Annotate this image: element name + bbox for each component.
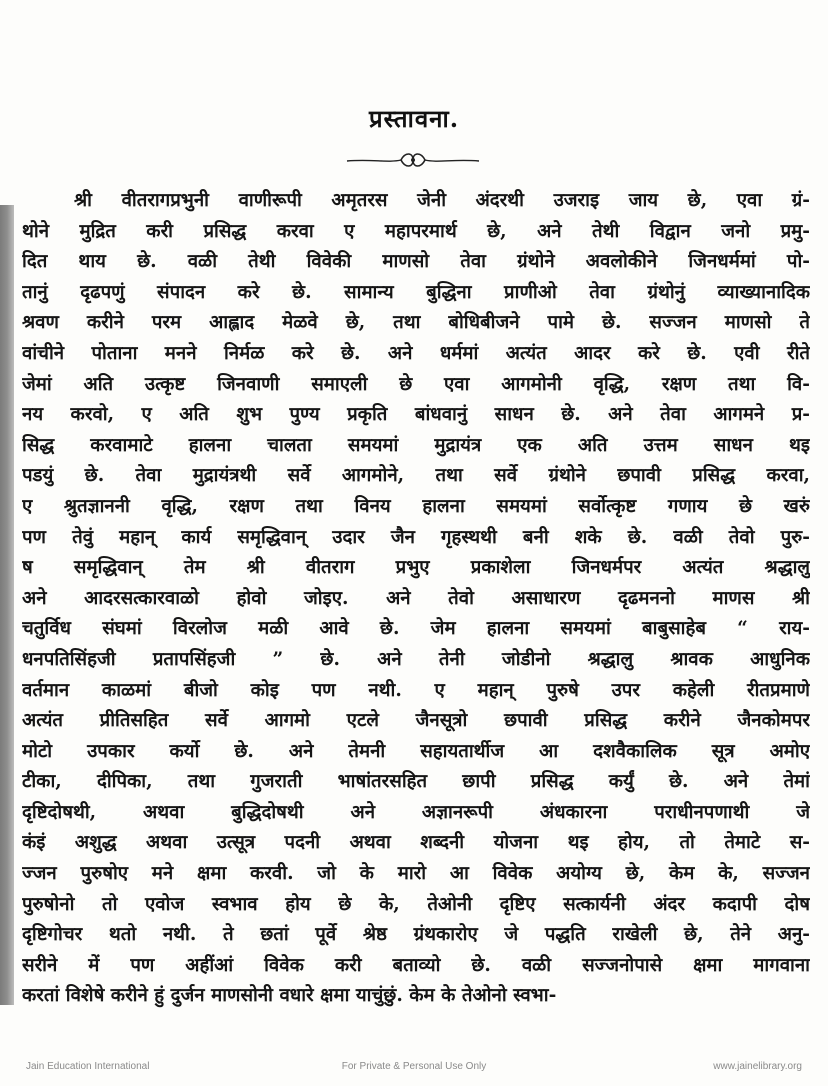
text-line: टीका, दीपिका, तथा गुजराती भाषांतरसहित छापी प्रसिद्ध कर्युं छे. अने तेमां (22, 771, 810, 793)
ornament-divider-icon (343, 148, 483, 172)
text-line: दृष्टिदोषथी, अथवा बुद्धिदोषथी अने अज्ञानरूपी अंधकारना पराधीनपणाथी जे (22, 801, 810, 823)
page-title: प्रस्तावना. (368, 104, 460, 133)
text-line: दित थाय छे. वळी तेथी विवेकी माणसो तेवा ग्रंथोने अवलोकीने जिनधर्ममां पो- (22, 251, 810, 273)
text-line: ए श्रुतज्ञाननी वृद्धि, रक्षण तथा विनय हालना समयमां सर्वोत्कृष्ट गणाय छे खरुं (22, 495, 810, 517)
text-line: पुरुषोनो तो एवोज स्वभाव होय छे के, तेओनी दृष्टिए सत्कार्यनी अंदर कदापी दोष (22, 893, 810, 915)
footer-usage-note: For Private & Personal Use Only (341, 1061, 487, 1072)
text-line: जेमां अति उत्कृष्ट जिनवाणी समाएली छे एवा आगमोनी वृद्धि, रक्षण तथा वि- (22, 373, 810, 395)
text-line: वर्तमान काळमां बीजो कोइ पण नथी. ए महान् पुरुषे उपर कहेली रीतप्रमाणे (22, 679, 810, 701)
text-line: वांचीने पोताना मनने निर्मळ करे छे. अने धर्ममां अत्यंत आदर करे छे. एवी रीते (22, 342, 810, 364)
page-footer (0, 1061, 828, 1077)
text-line: पडयुं छे. तेवा मुद्रायंत्रथी सर्वे आगमोने, तथा सर्वे ग्रंथोने छपावी प्रसिद्ध करवा, (22, 465, 810, 487)
text-line: पण तेवुं महान् कार्य समृद्धिवान् उदार जैन गृहस्थथी बनी शके छे. वळी तेवो पुरु- (22, 526, 810, 548)
text-line: सिद्ध करवामाटे हालना चालता समयमां मुद्रायंत्र एक अति उत्तम साधन थइ (22, 434, 810, 456)
text-line: तानुं दृढपणुं संपादन करे छे. सामान्य बुद्धिना प्राणीओ तेवा ग्रंथोनुं व्याख्यानादिक (22, 281, 810, 303)
footer-website: www.jainelibrary.org (713, 1061, 802, 1072)
text-line: अने आदरसत्कारवाळो होवो जोइए. अने तेवो असाधारण दृढमननो माणस श्री (22, 587, 810, 609)
text-line: थोने मुद्रित करी प्रसिद्ध करवा ए महापरमार्थ छे, अने तेथी विद्वान जनो प्रमु- (22, 220, 810, 242)
text-line: कंइं अशुद्ध अथवा उत्सूत्र पदनी अथवा शब्दनी योजना थइ होय, तो तेमाटे स- (22, 832, 810, 854)
body-text (22, 186, 810, 1012)
text-line: सरीने में पण अहींआं विवेक करी बताव्यो छे. वळी सज्जनोपासे क्षमा मागवाना (22, 954, 810, 976)
text-line: ज्जन पुरुषोए मने क्षमा करवी. जो के मारो आ विवेक अयोग्य छे, केम के, सज्जन (22, 863, 810, 885)
text-line: नय करवो, ए अति शुभ पुण्य प्रकृति बांधवानुं साधन छे. अने तेवा आगमने प्र- (22, 404, 810, 426)
text-line: धनपतिसिंहजी प्रतापसिंहजी ” छे. अने तेनी जोडीनो श्रद्धालु श्रावक आधुनिक (22, 648, 810, 670)
footer-publisher: Jain Education International (26, 1061, 150, 1072)
text-line: दृष्टिगोचर थतो नथी. ते छतां पूर्वे श्रेष्ठ ग्रंथकारोए जे पद्धति राखेली छे, तेने अनु- (22, 924, 810, 946)
text-line: चतुर्विध संघमां विरलोज मळी आवे छे. जेम हालना समयमां बाबुसाहेब “ राय- (22, 618, 810, 640)
text-line: श्री वीतरागप्रभुनी वाणीरूपी अमृतरस जेनी अंदरथी उजराइ जाय छे, एवा ग्रं- (74, 190, 810, 211)
text-line: करतां विशेषे करीने हुं दुर्जन माणसोनी वधारे क्षमा याचुंछुं. केम के तेओनो स्वभा- (22, 985, 557, 1007)
text-line: अत्यंत प्रीतिसहित सर्वे आगमो एटले जैनसूत्रो छपावी प्रसिद्ध करीने जैनकोमपर (22, 710, 810, 732)
binding-shadow (0, 205, 14, 1005)
text-line: ष समृद्धिवान् तेम श्री वीतराग प्रभुए प्रकाशेला जिनधर्मपर अत्यंत श्रद्धालु (22, 557, 810, 579)
text-line: मोटो उपकार कर्यो छे. अने तेमनी सहायतार्थीज आ दशवैकालिक सूत्र अमोए (22, 740, 810, 762)
text-line: श्रवण करीने परम आह्लाद मेळवे छे, तथा बोधिबीजने पामे छे. सज्जन माणसो ते (22, 312, 810, 334)
